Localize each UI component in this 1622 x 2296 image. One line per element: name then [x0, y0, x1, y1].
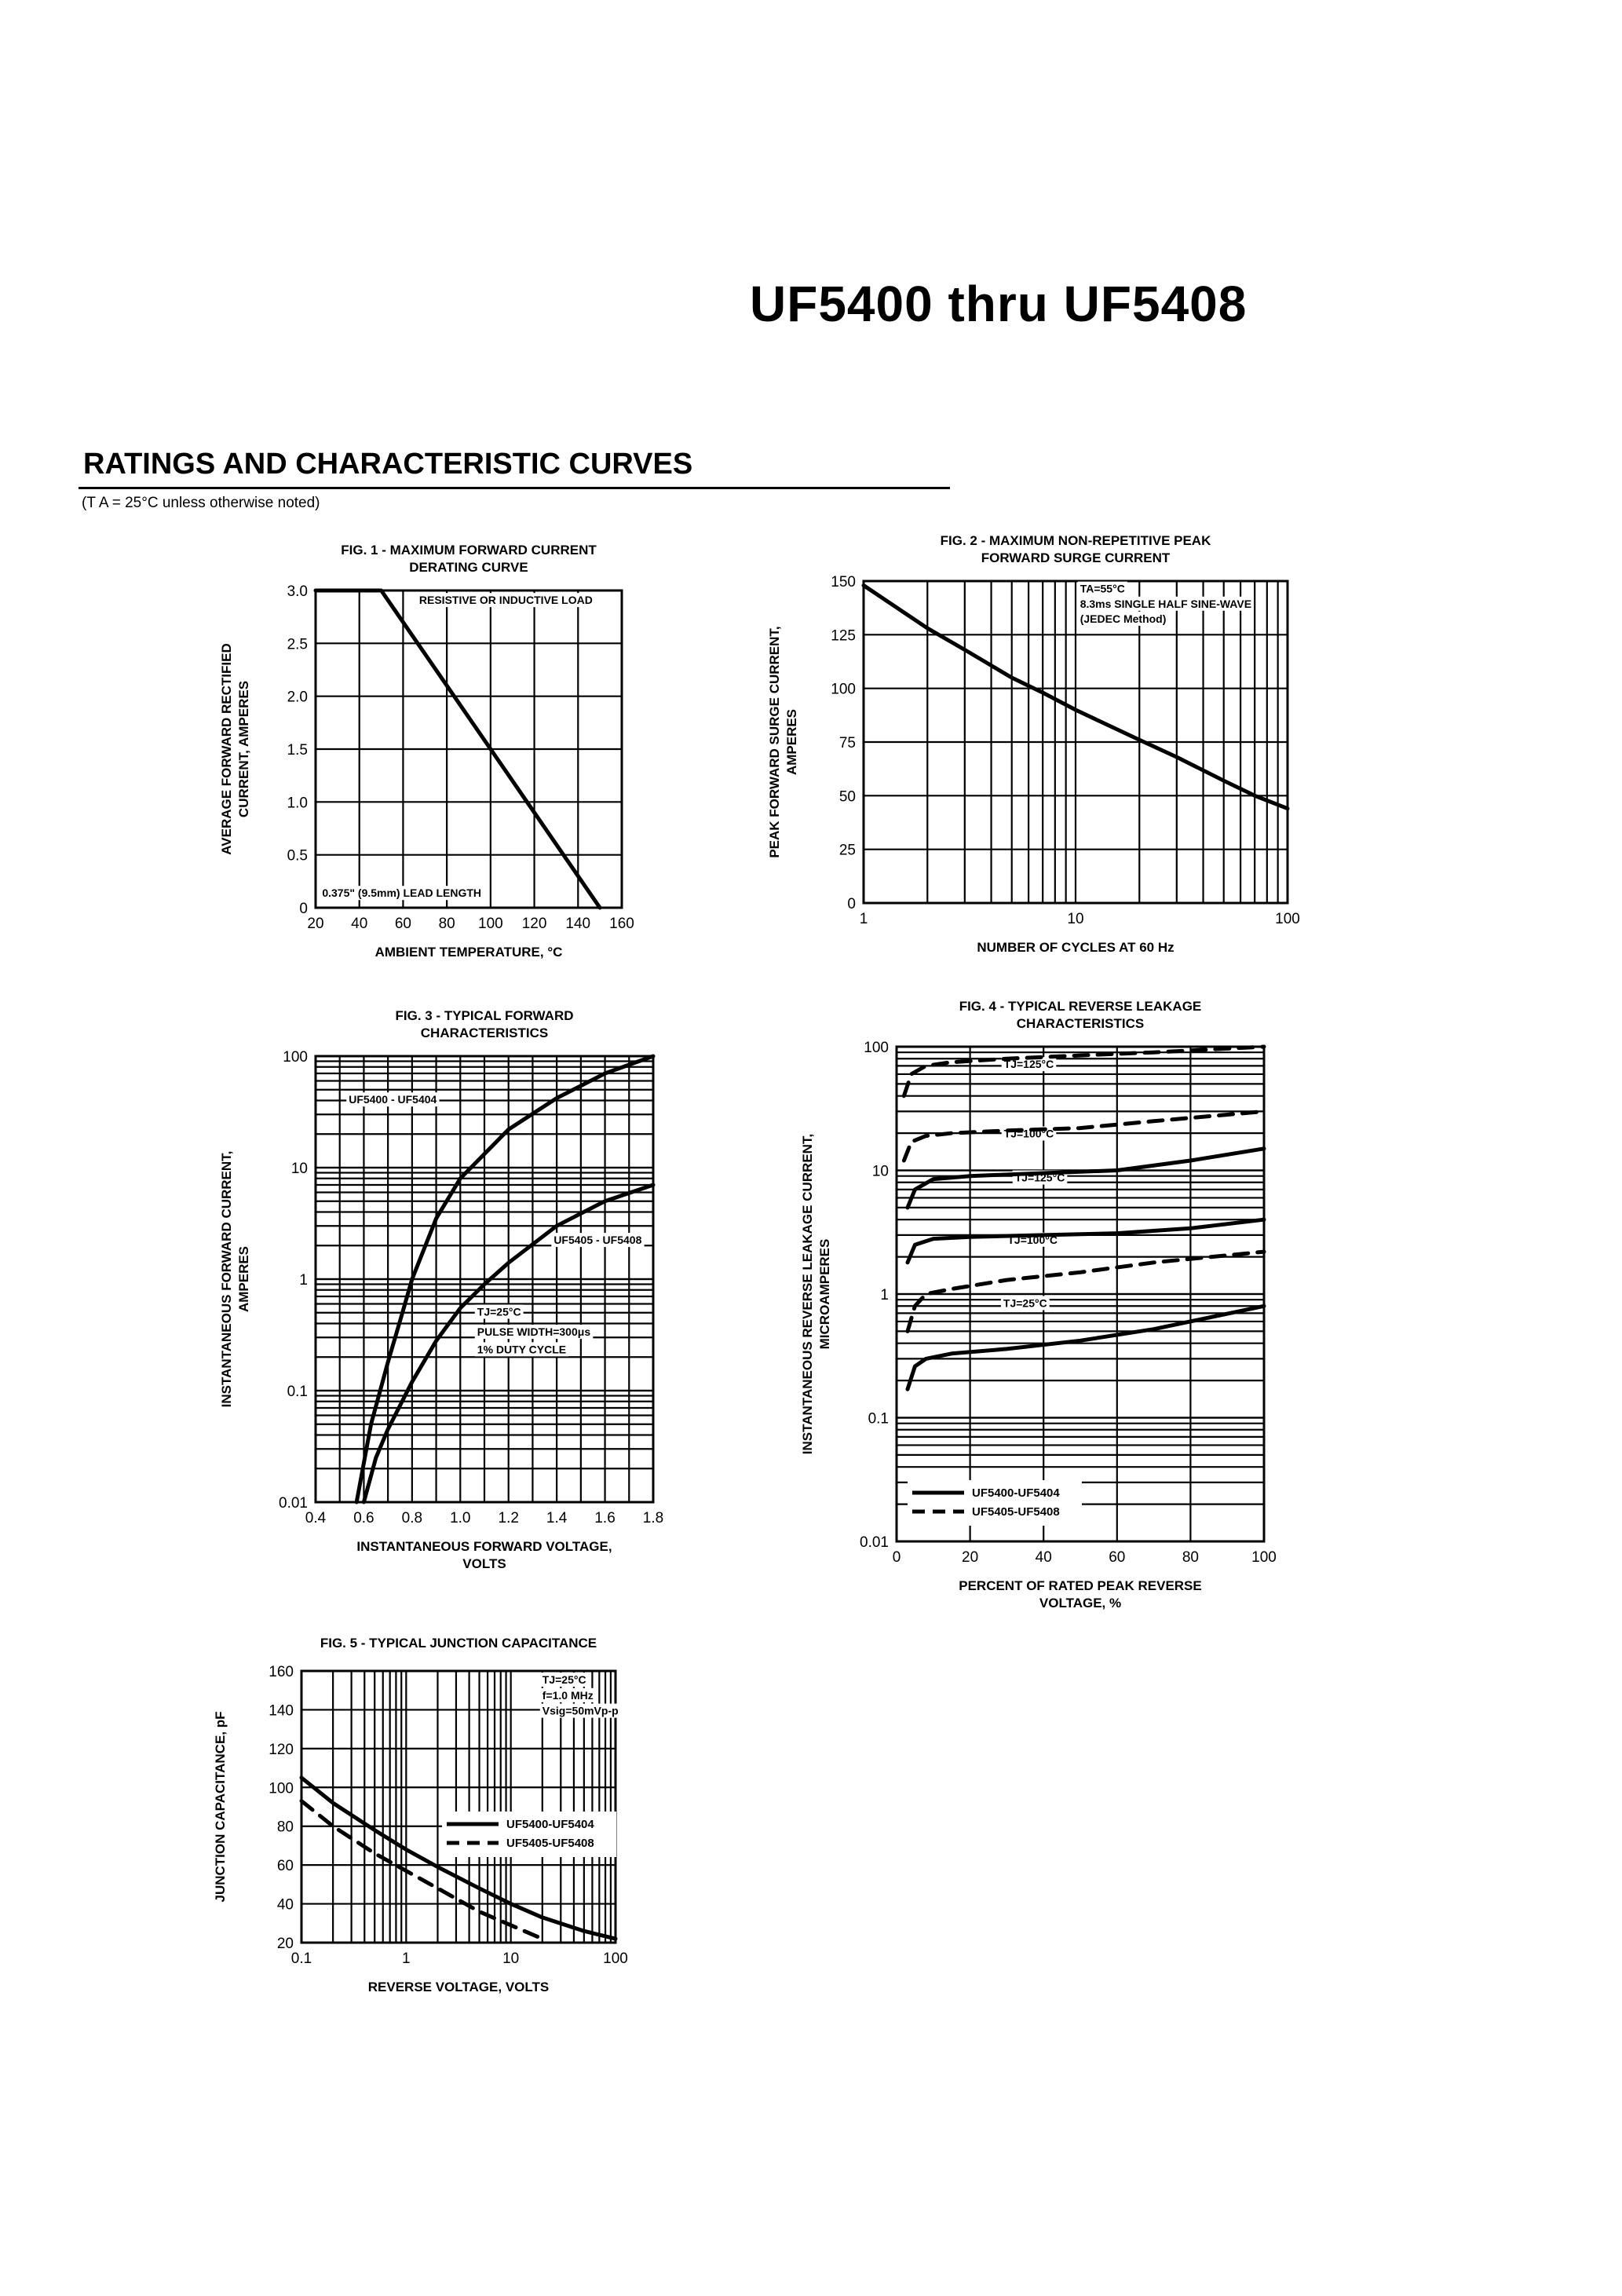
fig1-annotation: RESISTIVE OR INDUCTIVE LOAD — [418, 594, 593, 607]
fig3-y-tick-label: 0.01 — [279, 1495, 308, 1512]
fig4-legend-label: UF5400-UF5404 — [972, 1486, 1060, 1500]
fig3-y-axis-label: AMPERES — [236, 1245, 251, 1313]
fig4-x-tick-label: 80 — [1182, 1549, 1199, 1566]
fig4-annotation: TJ=25°C — [1003, 1296, 1047, 1310]
fig2-y-tick-label: 50 — [838, 788, 856, 806]
fig5-x-tick-label: 100 — [603, 1951, 628, 1967]
fig1-chart — [219, 543, 634, 960]
fig5-y-tick-label: 160 — [269, 1664, 294, 1680]
fig1-y-axis-label: AVERAGE FORWARD RECTIFIED — [219, 643, 234, 855]
fig1-annotation: 0.375" (9.5mm) LEAD LENGTH — [322, 887, 482, 900]
fig4-y-tick-label: 0.01 — [860, 1534, 889, 1551]
fig4-x-tick-label: 60 — [1109, 1549, 1126, 1566]
fig1-x-axis-label: AMBIENT TEMPERATURE, °C — [374, 945, 563, 960]
fig2-x-tick-label: 100 — [1275, 911, 1300, 927]
fig5-y-tick-label: 100 — [269, 1780, 294, 1797]
fig2-y-axis-label: AMPERES — [784, 708, 799, 776]
fig1-y-axis-label: CURRENT, AMPERES — [236, 680, 251, 818]
fig5-series-0-line — [301, 1778, 616, 1939]
fig3-annotation: UF5405 - UF5408 — [553, 1234, 642, 1247]
fig3-x-axis-label: VOLTS — [462, 1556, 506, 1571]
fig4-y-tick-label: 0.1 — [868, 1410, 889, 1428]
fig3-chart — [219, 1008, 663, 1571]
fig4-series-5-line — [908, 1306, 1264, 1389]
fig1-y-tick-label: 3.0 — [287, 583, 308, 600]
fig5-y-tick-label: 20 — [276, 1936, 294, 1952]
fig3-y-tick-label: 0.1 — [287, 1384, 308, 1400]
fig4-x-tick-label: 20 — [962, 1549, 979, 1566]
fig4-x-tick-label: 0 — [892, 1549, 901, 1566]
fig2-x-axis-label: NUMBER OF CYCLES AT 60 Hz — [977, 940, 1174, 955]
fig5-annotation: f=1.0 MHz — [542, 1688, 594, 1702]
fig3-annotation: UF5400 - UF5404 — [349, 1093, 437, 1106]
fig2-y-tick-label: 150 — [831, 574, 856, 590]
fig4-annotation: TJ=100°C — [1003, 1127, 1054, 1140]
fig4-y-tick-label: 10 — [871, 1163, 889, 1180]
fig2-y-tick-label: 25 — [838, 842, 856, 859]
fig4-chart — [800, 999, 1277, 1610]
fig1-y-tick-label: 2.0 — [287, 689, 308, 706]
document-title: UF5400 thru UF5408 — [750, 276, 1248, 332]
fig3-x-tick-label: 1.4 — [546, 1510, 568, 1526]
fig5-y-tick-label: 40 — [276, 1896, 294, 1914]
fig1-x-tick-label: 80 — [438, 916, 455, 932]
fig1-title: DERATING CURVE — [409, 560, 528, 575]
fig2-y-axis-label: PEAK FORWARD SURGE CURRENT, — [767, 626, 782, 858]
fig2-annotation: TA=55°C — [1080, 582, 1125, 595]
fig4-legend-label: UF5405-UF5408 — [972, 1505, 1060, 1519]
fig4-annotation: TJ=125°C — [1003, 1058, 1054, 1071]
fig4-y-tick-label: 100 — [864, 1040, 889, 1056]
fig5-chart — [213, 1636, 628, 1994]
fig4-y-axis-label: MICROAMPERES — [817, 1238, 832, 1350]
fig2-x-tick-label: 10 — [1067, 911, 1084, 927]
fig3-y-axis-label: INSTANTANEOUS FORWARD CURRENT, — [219, 1150, 234, 1408]
fig3-annotation: TJ=25°C — [477, 1305, 521, 1318]
fig5-y-tick-label: 120 — [269, 1741, 294, 1758]
fig5-x-tick-label: 0.1 — [290, 1951, 312, 1967]
fig1-x-tick-label: 60 — [394, 916, 411, 932]
fig3-x-tick-label: 1.0 — [450, 1510, 471, 1526]
fig1-title: FIG. 1 - MAXIMUM FORWARD CURRENT — [341, 543, 597, 558]
fig2-x-tick-label: 1 — [859, 911, 868, 927]
fig4-series-0-line — [904, 1047, 1264, 1096]
fig5-annotation: TJ=25°C — [542, 1673, 586, 1687]
fig2-y-tick-label: 0 — [847, 896, 856, 912]
fig3-title: FIG. 3 - TYPICAL FORWARD — [395, 1008, 574, 1023]
fig4-series-4-line — [908, 1252, 1264, 1331]
section-title: RATINGS AND CHARACTERISTIC CURVES — [83, 448, 693, 481]
fig4-y-axis-label: INSTANTANEOUS REVERSE LEAKAGE CURRENT, — [800, 1133, 815, 1455]
fig4-x-tick-label: 100 — [1251, 1549, 1277, 1566]
fig5-x-axis-label: REVERSE VOLTAGE, VOLTS — [367, 1980, 550, 1994]
fig1-x-tick-label: 20 — [307, 916, 324, 932]
fig3-y-tick-label: 10 — [290, 1161, 308, 1177]
fig1-x-tick-label: 40 — [351, 916, 368, 932]
fig5-title: FIG. 5 - TYPICAL JUNCTION CAPACITANCE — [320, 1636, 597, 1651]
fig5-y-tick-label: 60 — [276, 1858, 294, 1875]
fig2-title: FIG. 2 - MAXIMUM NON-REPETITIVE PEAK — [940, 533, 1211, 548]
fig5-y-tick-label: 80 — [276, 1819, 294, 1836]
fig5-legend-label: UF5405-UF5408 — [506, 1837, 594, 1850]
test-conditions-note: (T A = 25°C unless otherwise noted) — [82, 495, 320, 511]
fig4-y-tick-label: 1 — [880, 1287, 889, 1303]
fig1-x-tick-label: 140 — [565, 916, 591, 932]
fig1-x-tick-label: 100 — [478, 916, 503, 932]
fig4-annotation: TJ=125°C — [1014, 1171, 1065, 1184]
fig1-y-tick-label: 1.0 — [287, 795, 308, 812]
fig3-y-tick-label: 1 — [299, 1272, 308, 1289]
fig2-annotation: (JEDEC Method) — [1080, 612, 1167, 625]
fig2-chart — [767, 533, 1300, 955]
fig2-y-tick-label: 75 — [838, 735, 856, 751]
fig5-y-axis-label: JUNCTION CAPACITANCE, pF — [213, 1711, 228, 1903]
fig2-y-tick-label: 125 — [831, 627, 856, 645]
fig3-x-tick-label: 1.8 — [642, 1510, 664, 1526]
fig3-annotation: PULSE WIDTH=300μs — [477, 1325, 591, 1339]
fig4-series-1-line — [904, 1111, 1264, 1161]
fig5-y-tick-label: 140 — [269, 1702, 294, 1720]
fig3-x-axis-label: INSTANTANEOUS FORWARD VOLTAGE, — [356, 1539, 612, 1554]
fig1-grid — [316, 590, 622, 908]
fig5-x-tick-label: 10 — [502, 1951, 520, 1967]
fig4-x-axis-label: PERCENT OF RATED PEAK REVERSE — [959, 1578, 1202, 1593]
fig5-x-tick-label: 1 — [402, 1951, 411, 1967]
fig1-x-tick-label: 160 — [609, 916, 634, 932]
fig3-annotation: 1% DUTY CYCLE — [477, 1343, 567, 1356]
fig3-x-tick-label: 0.6 — [353, 1510, 374, 1526]
fig1-x-tick-label: 120 — [521, 916, 547, 932]
fig1-y-tick-label: 2.5 — [287, 636, 308, 653]
fig3-x-tick-label: 1.6 — [594, 1510, 616, 1526]
fig4-annotation: TJ=100°C — [1007, 1233, 1058, 1246]
fig2-title: FORWARD SURGE CURRENT — [981, 550, 1171, 565]
fig5-legend-label: UF5400-UF5404 — [506, 1818, 594, 1831]
fig5-annotation: Vsig=50mVp-p — [542, 1704, 619, 1717]
fig1-y-tick-label: 0.5 — [287, 847, 308, 865]
fig2-annotation: 8.3ms SINGLE HALF SINE-WAVE — [1080, 597, 1252, 610]
fig1-y-tick-label: 1.5 — [287, 742, 308, 759]
fig4-x-axis-label: VOLTAGE, % — [1039, 1596, 1122, 1610]
fig3-x-tick-label: 0.8 — [401, 1510, 423, 1526]
fig4-grid — [897, 1047, 1264, 1541]
fig1-y-tick-label: 0 — [299, 901, 308, 917]
fig2-y-tick-label: 100 — [831, 681, 856, 698]
fig4-title: CHARACTERISTICS — [1016, 1016, 1145, 1031]
fig4-series-2-line — [908, 1149, 1264, 1208]
fig3-grid — [316, 1056, 653, 1502]
fig3-y-tick-label: 100 — [283, 1049, 308, 1066]
fig3-x-tick-label: 0.4 — [305, 1510, 327, 1526]
fig3-title: CHARACTERISTICS — [420, 1026, 549, 1040]
fig3-x-tick-label: 1.2 — [498, 1510, 519, 1526]
fig4-x-tick-label: 40 — [1035, 1549, 1052, 1566]
fig4-title: FIG. 4 - TYPICAL REVERSE LEAKAGE — [959, 999, 1202, 1014]
